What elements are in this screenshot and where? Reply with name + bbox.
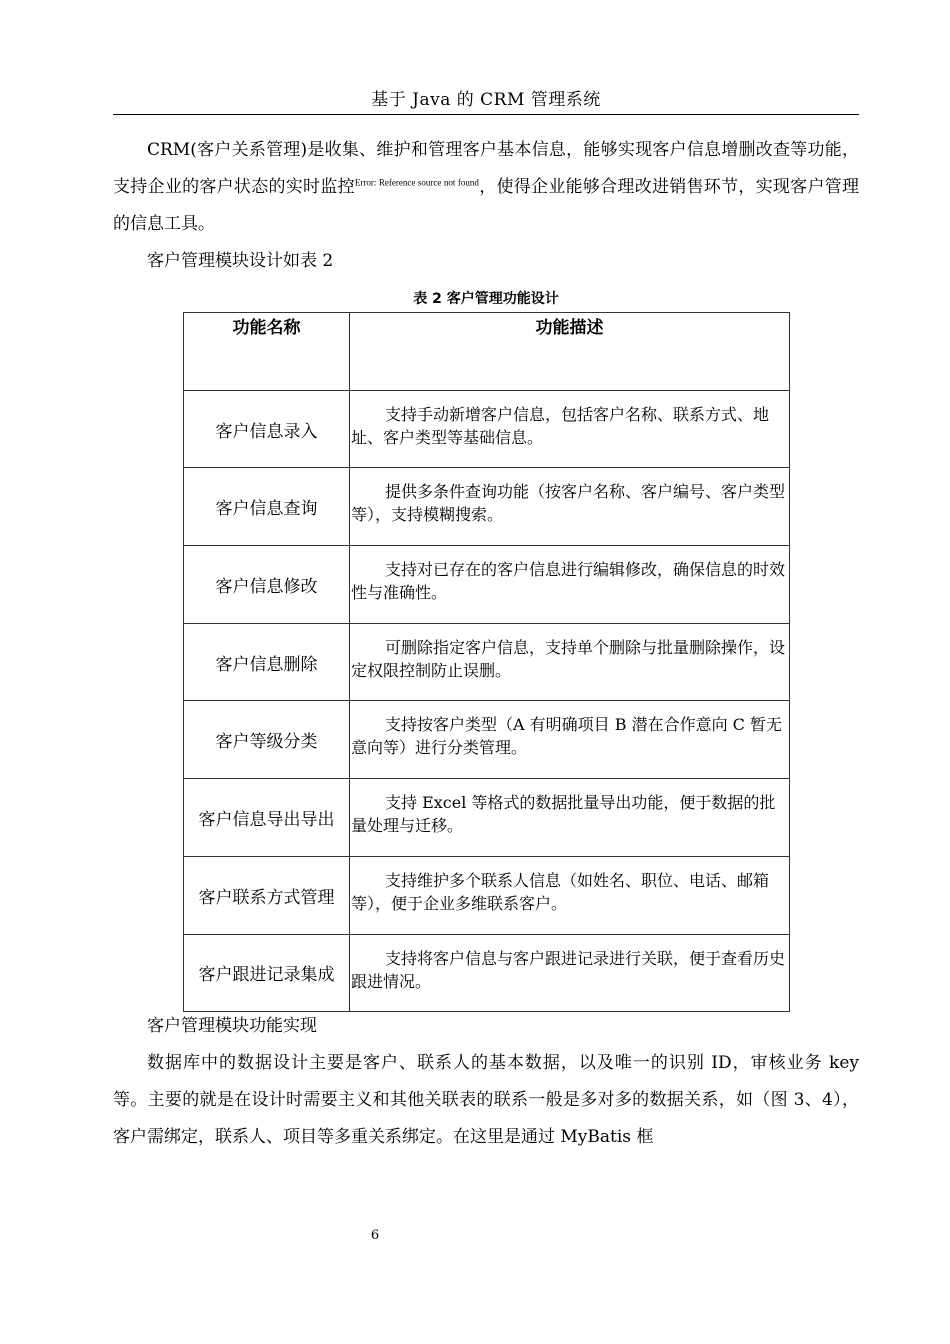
function-name: 客户信息查询	[184, 468, 350, 546]
function-desc: 支持按客户类型（A 有明确项目 B 潜在合作意向 C 暂无意向等）进行分类管理。	[350, 701, 790, 779]
function-desc: 支持对已存在的客户信息进行编辑修改，确保信息的时效性与准确性。	[350, 546, 790, 624]
table-row	[184, 856, 790, 934]
page-number: 6	[370, 1228, 380, 1243]
section-heading: 客户管理模块功能实现	[147, 1016, 317, 1036]
function-name: 客户跟进记录集成	[184, 934, 350, 1012]
table-row	[184, 390, 790, 468]
table-row	[184, 623, 790, 701]
table-intro: 客户管理模块设计如表 2	[147, 251, 334, 271]
table-row	[184, 934, 790, 1012]
function-name: 客户信息导出导出	[184, 779, 350, 857]
section-paragraph: 数据库中的数据设计主要是客户、联系人的基本数据，以及唯一的识别 ID，审核业务 key 等。主要的就是在设计时需要主义和其他关联表的联系一般是多对多的数据关系，如（图 3、4），客户需绑定，联系人、项目等多重关系绑定。在这里是通过 MyBatis 框	[113, 1053, 859, 1147]
function-desc: 支持将客户信息与客户跟进记录进行关联，便于查看历史跟进情况。	[350, 934, 790, 1012]
function-desc: 支持手动新增客户信息，包括客户名称、联系方式、地址、客户类型等基础信息。	[350, 390, 790, 468]
function-name: 客户信息录入	[184, 390, 350, 468]
table-row	[184, 701, 790, 779]
table-caption: 表 2 客户管理功能设计	[413, 291, 559, 307]
header-function-desc: 功能描述	[350, 313, 790, 391]
function-name: 客户信息删除	[184, 623, 350, 701]
header-rule	[113, 114, 859, 115]
function-design-table	[183, 312, 790, 1012]
function-name: 客户信息修改	[184, 546, 350, 624]
table-header-row	[184, 313, 790, 391]
intro-text-before-ref: CRM(客户关系管理)是收集、维护和管理客户基本信息，能够实现客户信息增删改查等功能，支持企业的客户状态的实时监控	[113, 140, 859, 197]
function-desc: 提供多条件查询功能（按客户名称、客户编号、客户类型等），支持模糊搜索。	[350, 468, 790, 546]
function-desc: 支持维护多个联系人信息（如姓名、职位、电话、邮箱等），便于企业多维联系客户。	[350, 856, 790, 934]
function-name: 客户联系方式管理	[184, 856, 350, 934]
table-row	[184, 779, 790, 857]
reference-error: Error: Reference source not found	[354, 177, 479, 188]
table-row	[184, 468, 790, 546]
function-desc: 支持 Excel 等格式的数据批量导出功能，便于数据的批量处理与迁移。	[350, 779, 790, 857]
running-header: 基于 Java 的 CRM 管理系统	[371, 90, 601, 110]
header-function-name: 功能名称	[184, 313, 350, 391]
intro-text-after-ref: ，使得企业能够合理改进销售环节，实现客户管理的信息工具。	[113, 177, 860, 234]
table-row	[184, 546, 790, 624]
function-name: 客户等级分类	[184, 701, 350, 779]
intro-paragraph	[113, 132, 859, 243]
function-desc: 可删除指定客户信息，支持单个删除与批量删除操作，设定权限控制防止误删。	[350, 623, 790, 701]
